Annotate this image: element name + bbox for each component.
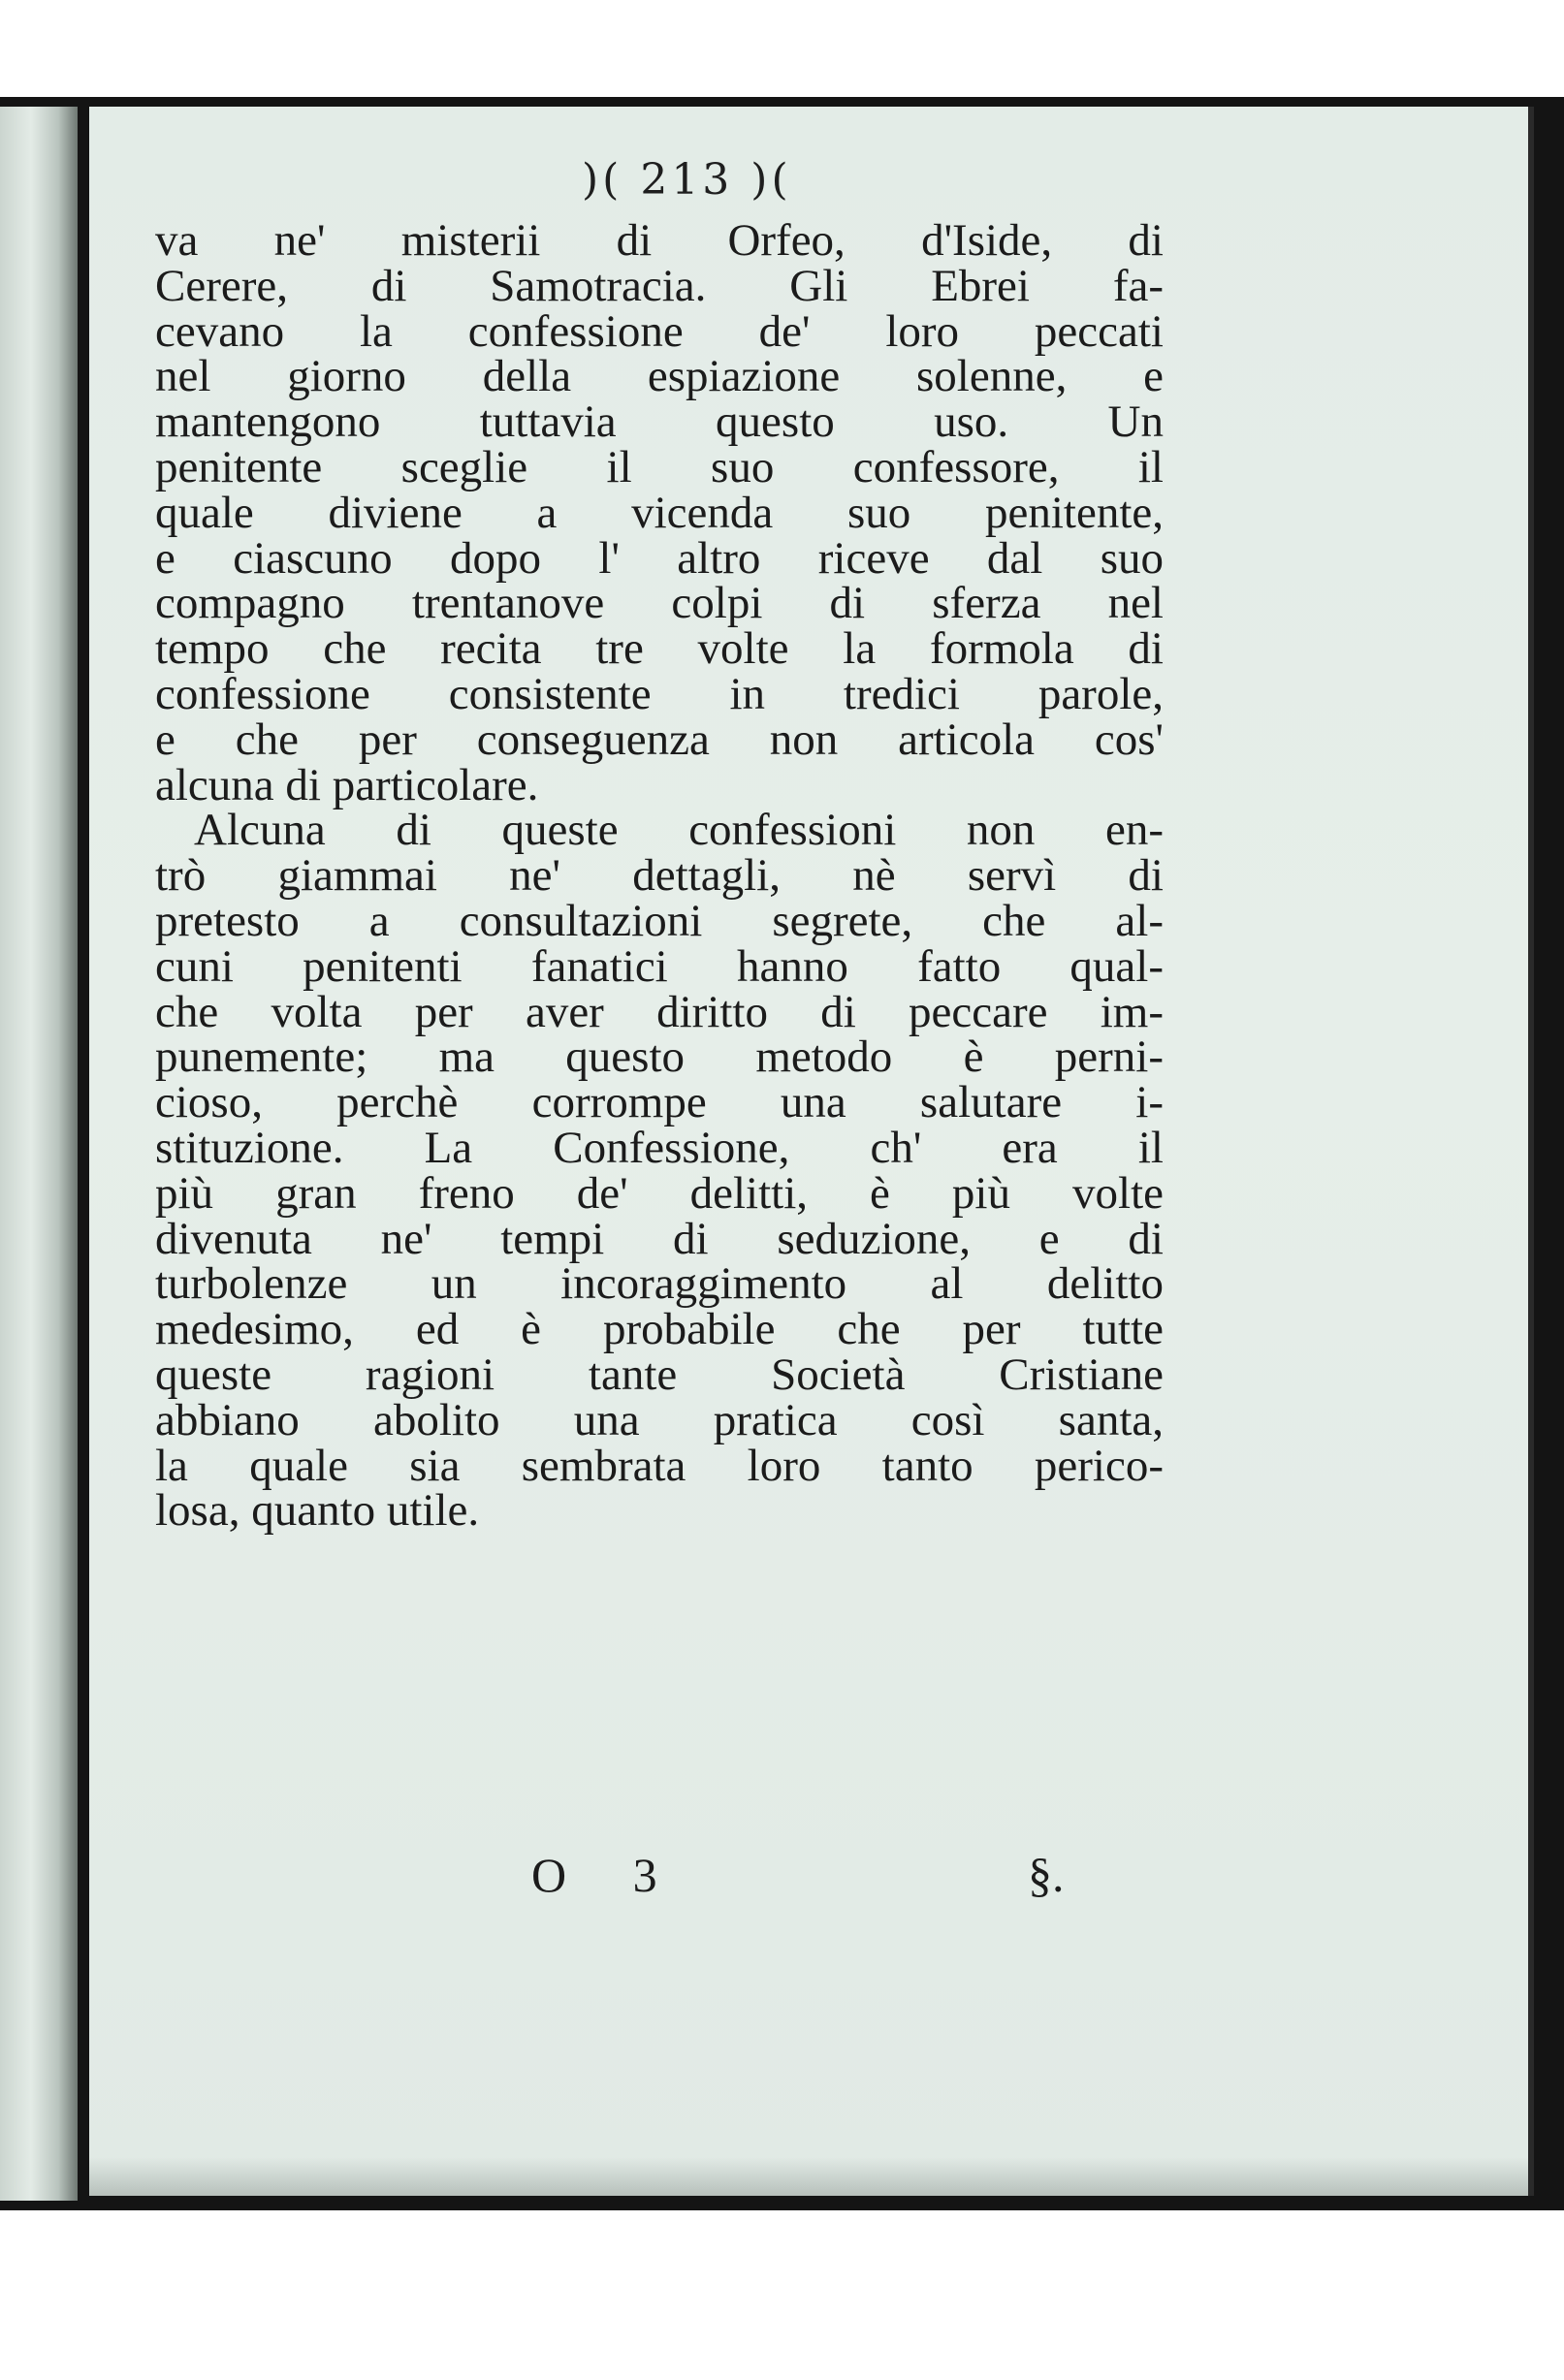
text-line: cevano la confessione de' loro peccati [155, 305, 1164, 357]
text-line: cioso, perchè corrompe una salutare i- [155, 1077, 1164, 1128]
text-line: alcuna di particolare. [155, 759, 539, 810]
text-line: mantengono tuttavia questo uso. Un [155, 397, 1164, 448]
text-line: cuni penitenti fanatici hanno fatto qual- [155, 940, 1164, 992]
text-line: e che per conseguenza non articola cos' [155, 714, 1164, 765]
text-line: più gran freno de' delitti, è più volte [155, 1167, 1164, 1219]
text-line: medesimo, ed è probabile che per tutte [155, 1304, 1164, 1355]
catchword: §. [1028, 1848, 1065, 1902]
text-line: trò giammai ne' dettagli, nè servì di [155, 850, 1164, 902]
text-line: turbolenze un incoraggimento al delitto [155, 1258, 1164, 1310]
text-line: confessione consistente in tredici parole, [155, 668, 1164, 719]
text-line: tempo che recita tre volte la formola di [155, 623, 1164, 675]
page-number-header: )( 213 )( [582, 155, 792, 205]
text-line: abbiano abolito una pratica così santa, [155, 1394, 1164, 1445]
text-line: losa, quanto utile. [155, 1485, 480, 1537]
text-line: Cerere, di Samotracia. Gli Ebrei fa- [155, 260, 1164, 311]
book-spine [0, 107, 78, 2201]
body-text [155, 215, 1164, 1537]
page-fold-shadow [89, 2157, 1528, 2196]
text-line: punemente; ma questo metodo è perni- [155, 1031, 1164, 1083]
text-line: pretesto a consultazioni segrete, che al- [155, 895, 1164, 946]
text-line: divenuta ne' tempi di seduzione, e di [155, 1213, 1164, 1264]
text-line: nel giorno della espiazione solenne, e [155, 351, 1164, 402]
text-line: compagno trentanove colpi di sferza nel [155, 578, 1164, 629]
text-line: e ciascuno dopo l' altro riceve dal suo [155, 532, 1164, 584]
signature-mark: O 3 [531, 1848, 685, 1902]
text-line: quale diviene a vicenda suo penitente, [155, 487, 1164, 538]
text-line: queste ragioni tante Società Cristiane [155, 1349, 1164, 1400]
text-line: Alcuna di queste confessioni non en- [194, 805, 1164, 856]
text-line: stituzione. La Confessione, ch' era il [155, 1122, 1164, 1173]
text-line: la quale sia sembrata loro tanto perico- [155, 1440, 1164, 1491]
text-line: che volta per aver diritto di peccare im- [155, 986, 1164, 1037]
text-line: penitente sceglie il suo confessore, il [155, 441, 1164, 492]
text-line: va ne' misterii di Orfeo, d'Iside, di [155, 215, 1164, 266]
bottom-margin [0, 2210, 1564, 2380]
